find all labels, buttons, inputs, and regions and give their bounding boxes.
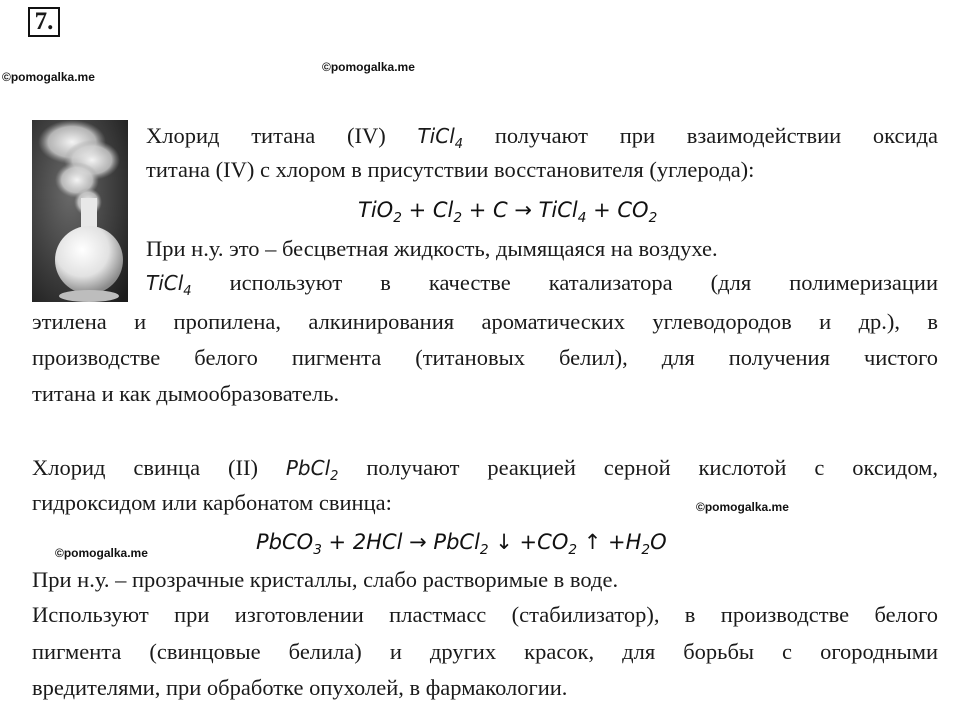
pbcl2-line-5: пигмента (свинцовые белила) и других красок, для борьбы с огородными	[32, 639, 938, 664]
formula-ticl4	[146, 271, 192, 299]
formula-pbcl2	[285, 456, 339, 484]
pbcl2-line-6: вредителями, при обработке опухолей, в фармакологии.	[32, 675, 568, 700]
f: + 2HCl → PbCl	[321, 530, 480, 554]
text: получают при взаимодействии оксида	[494, 123, 938, 148]
f-sub: 2	[479, 542, 489, 559]
ticl4-line-7: титана и как дымообразователь.	[32, 381, 340, 406]
f-sub: 4	[577, 210, 587, 227]
task-number: 7.	[28, 7, 60, 37]
ticl4-line-3: При н.у. это – бесцветная жидкость, дымящаяся на воздухе.	[146, 236, 718, 261]
text: используют в качестве катализатора (для полимеризации	[229, 270, 938, 295]
f: PbCO	[256, 530, 314, 554]
f-sub: 2	[648, 210, 658, 227]
f: TiO	[358, 198, 394, 222]
f-sub: 2	[641, 542, 651, 559]
watermark: ©pomogalka.me	[696, 500, 789, 514]
formula-base: TiCl	[146, 271, 184, 295]
f-sub: 2	[453, 210, 463, 227]
f: + CO	[586, 198, 649, 222]
text: Хлорид свинца (II)	[32, 455, 258, 480]
f: ↑ +H	[577, 530, 642, 554]
f: ↓ +CO	[488, 530, 569, 554]
f-sub: 2	[393, 210, 402, 227]
f: O	[650, 530, 667, 554]
formula-sub: 4	[183, 284, 192, 299]
f: + Cl	[401, 198, 454, 222]
watermark: ©pomogalka.me	[322, 60, 415, 74]
f-sub: 2	[568, 542, 578, 559]
formula-base: TiCl	[417, 124, 455, 148]
pbcl2-line-2: гидроксидом или карбонатом свинца:	[32, 490, 392, 515]
formula-base: PbCl	[285, 456, 331, 480]
ticl4-line-2: титана (IV) с хлором в присутствии восстановителя (углерода):	[146, 157, 755, 182]
pbcl2-line-3: При н.у. – прозрачные кристаллы, слабо растворимые в воде.	[32, 567, 619, 592]
watermark: ©pomogalka.me	[2, 70, 95, 84]
f-sub: 3	[313, 542, 322, 559]
pbcl2-line-4: Используют при изготовлении пластмасс (стабилизатор), в производстве белого	[32, 602, 938, 627]
text: Хлорид титана (IV)	[146, 123, 386, 148]
f: + C → TiCl	[462, 198, 578, 222]
ticl4-line-4	[146, 268, 938, 307]
formula-sub: 4	[454, 137, 464, 152]
ticl4-line-5: этилена и пропилена, алкинирования ароматических углеводородов и др.), в	[32, 309, 938, 334]
pbcl2-line-1	[32, 453, 938, 492]
text: получают реакцией серной кислотой с оксидом,	[366, 455, 939, 480]
smoking-flask-image	[32, 120, 128, 302]
formula-sub: 2	[330, 469, 339, 484]
pbcl2-reaction	[256, 527, 667, 565]
ticl4-line-6: производстве белого пигмента (титановых белил), для получения чистого	[32, 345, 938, 370]
watermark: ©pomogalka.me	[55, 546, 148, 560]
formula-ticl4	[417, 124, 464, 152]
ticl4-reaction	[358, 195, 657, 233]
flask-photo	[32, 120, 128, 302]
